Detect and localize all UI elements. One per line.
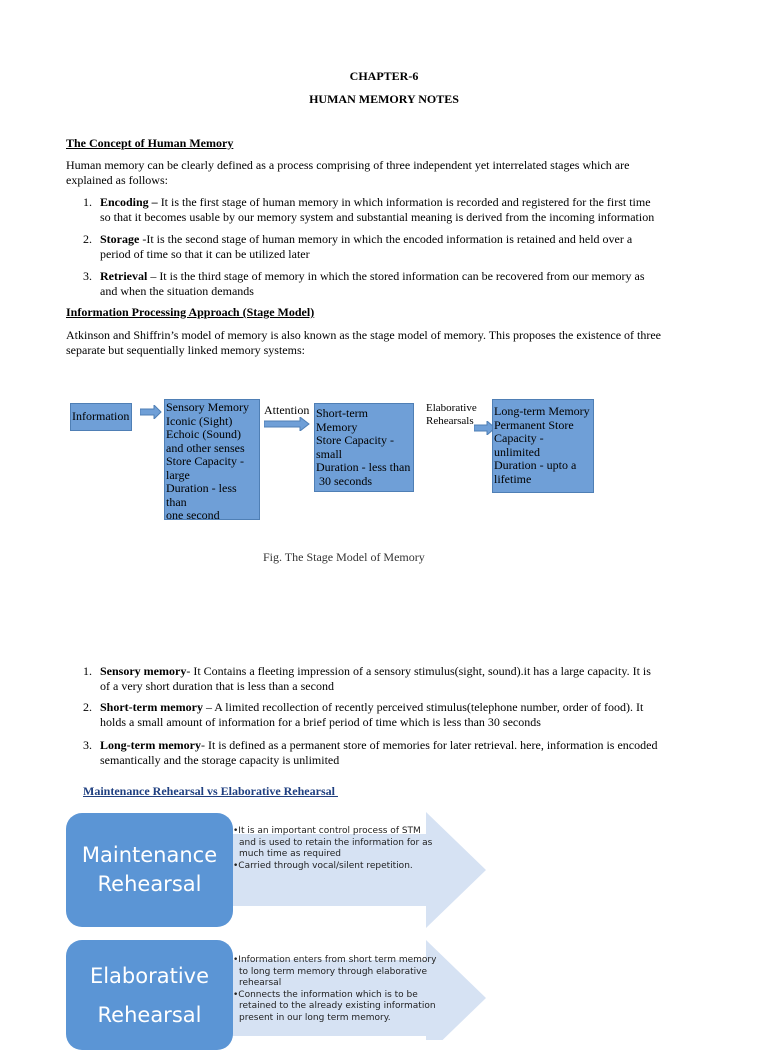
- term-description: – A limited recollection of recently perceived stimulus(telephone number, order of food). It holds a small amount of information for a brief period of time which is less than 30 seconds: [100, 700, 644, 729]
- information-box: Information: [70, 403, 132, 431]
- list-number: 2.: [83, 700, 92, 714]
- list-number: 1.: [83, 195, 92, 209]
- attention-label: Attention: [264, 403, 310, 417]
- list-number: 3.: [83, 738, 92, 752]
- elaborative-rehearsals-label: Elaborative Rehearsals: [426, 402, 477, 427]
- term: Storage: [100, 232, 140, 246]
- arrow-right-icon: [264, 417, 310, 431]
- maintenance-bullets: •It is an important control process of STM and is used to retain the information for as much time as required •Carried through vocal/silent repetition.: [233, 826, 433, 871]
- sensory-memory-box: Sensory Memory Iconic (Sight) Echoic (Sound) and other senses Store Capacity - large Duration - less than one second: [164, 399, 260, 520]
- stage-model-intro: Atkinson and Shiffrin’s model of memory is also known as the stage model of memory. This proposes the existence of three separate but sequentially linked memory systems:: [66, 328, 662, 357]
- term-description: It is the first stage of human memory in which information is recorded and registered for the first time so that it becomes usable by our memory system and substantial meaning is derived from the incoming information: [100, 195, 655, 224]
- term-description: – It is the third stage of memory in which the stored information can be recovered from our memory as and when the situation demands: [100, 269, 645, 298]
- term-description: - It Contains a fleeting impression of a sensory stimulus(sight, sound).it has a large capacity. It is of a very short duration that is less than a second: [100, 664, 651, 693]
- page-title: HUMAN MEMORY NOTES: [309, 92, 459, 106]
- long-term-memory-box: Long-term Memory Permanent Store Capacity - unlimited Duration - upto a lifetime: [492, 399, 594, 493]
- term-description: -It is the second stage of human memory in which the encoded information is retained and held over a period of time so that it can be utilized later: [100, 232, 633, 261]
- term-description: - It is defined as a permanent store of memories for later retrieval. here, information is encoded semantically and the storage capacity is unlimited: [100, 738, 658, 767]
- term: Short-term memory: [100, 700, 203, 714]
- term: Retrieval: [100, 269, 148, 283]
- list-number: 1.: [83, 664, 92, 678]
- term: Encoding –: [100, 195, 158, 209]
- elaborative-bullets: •Information enters from short term memory to long term memory through elaborative rehearsal •Connects the information which is to be retained to the already existing information present in our long term memory.: [233, 955, 437, 1023]
- chapter-label: CHAPTER-6: [349, 69, 419, 83]
- list-number: 2.: [83, 232, 92, 246]
- concept-intro: Human memory can be clearly defined as a process comprising of three independent yet interrelated stages which are explained as follows:: [66, 158, 630, 187]
- list-number: 3.: [83, 269, 92, 283]
- term: Sensory memory: [100, 664, 187, 678]
- section-heading-concept: The Concept of Human Memory: [66, 136, 234, 150]
- maintenance-rehearsal-box: Maintenance Rehearsal: [66, 813, 233, 927]
- term: Long-term memory: [100, 738, 201, 752]
- section-heading-stage-model: Information Processing Approach (Stage Model): [66, 305, 315, 319]
- elaborative-rehearsal-box: Elaborative Rehearsal: [66, 940, 233, 1050]
- section-heading-rehearsal: Maintenance Rehearsal vs Elaborative Rehearsal: [83, 784, 338, 798]
- short-term-memory-box: Short-term Memory Store Capacity - small Duration - less than 30 seconds: [314, 403, 414, 492]
- arrow-right-icon: [140, 405, 162, 419]
- figure-caption: Fig. The Stage Model of Memory: [263, 550, 425, 564]
